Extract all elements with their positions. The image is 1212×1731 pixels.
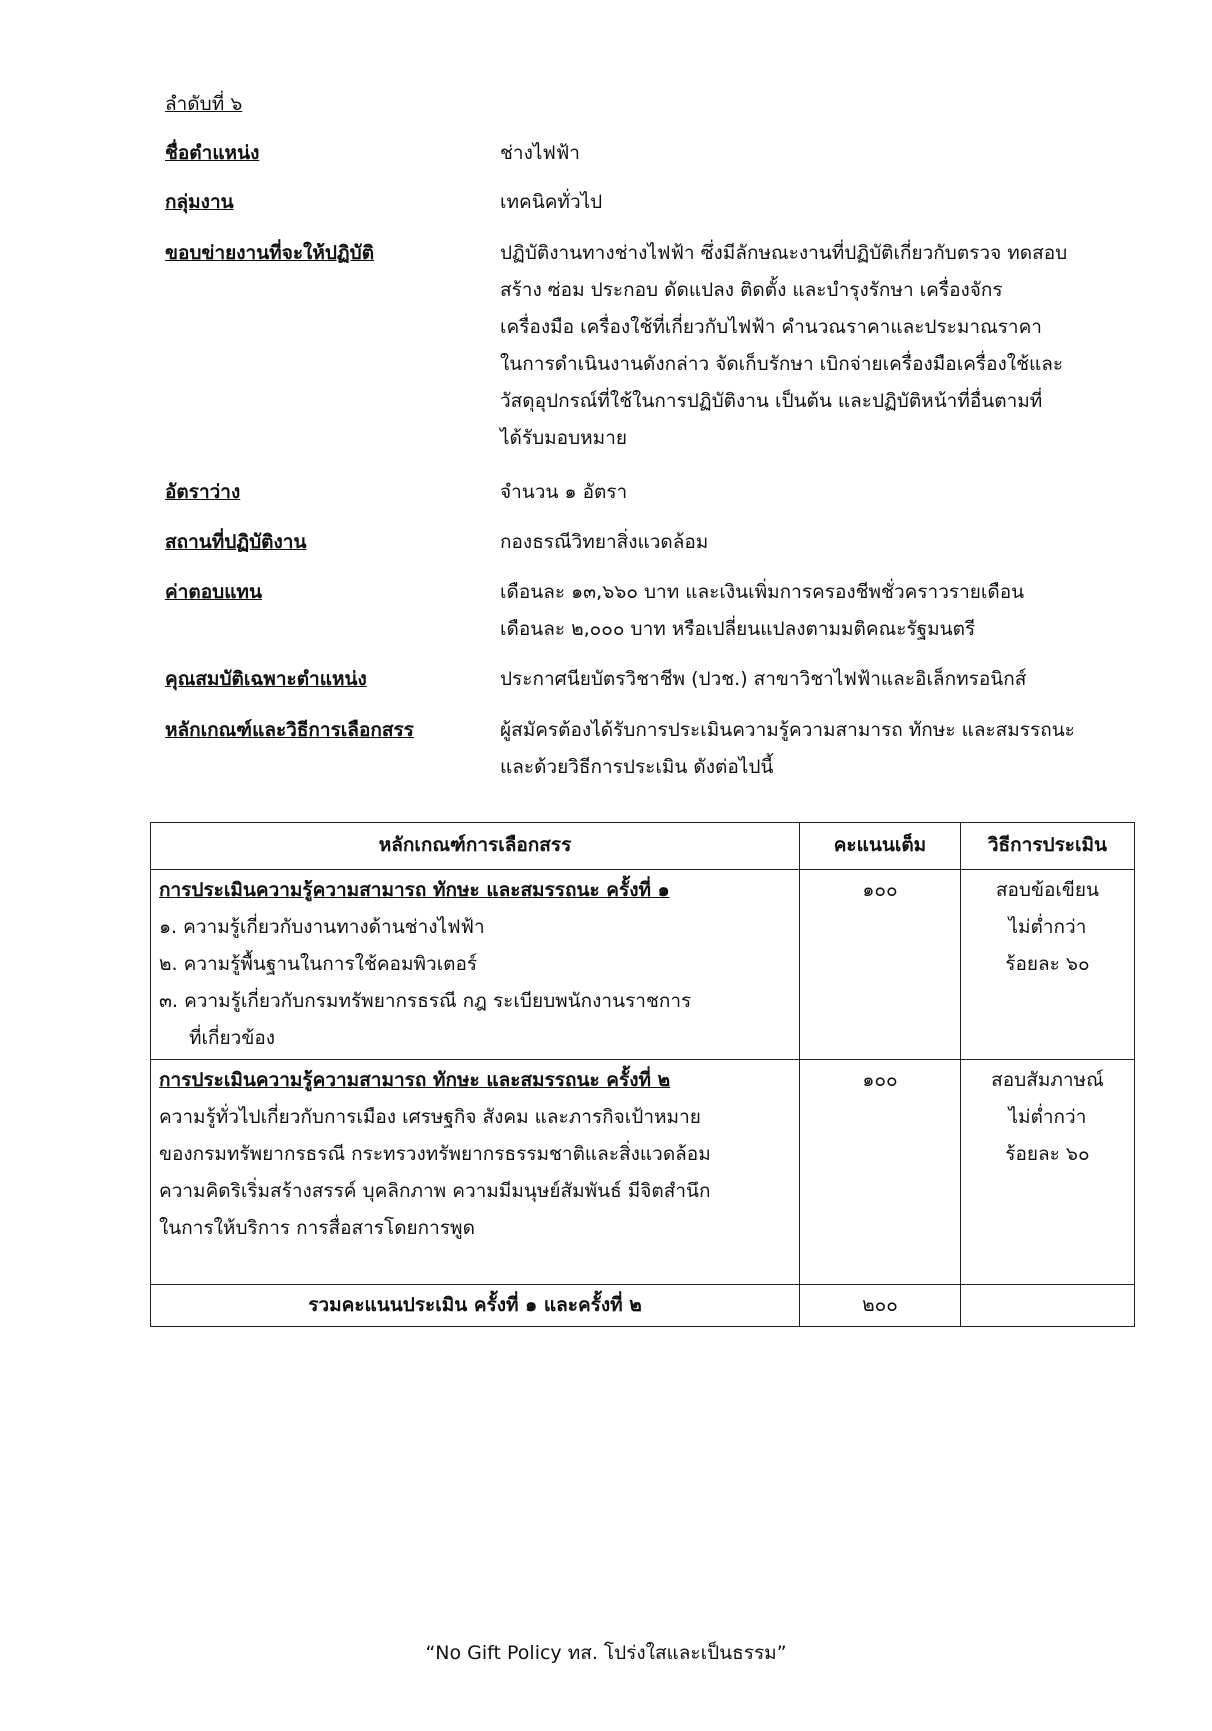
scope-line: เครื่องมือ เครื่องใช้ที่เกี่ยวกับไฟฟ้า คำนวณราคาและประมาณราคา (500, 316, 1042, 338)
scope-text (500, 235, 1212, 457)
method-line: ไม่ต่ำกว่า (1008, 1106, 1087, 1128)
scope-line: ปฏิบัติงานทางช่างไฟฟ้า ซึ่งมีลักษณะงานที่ปฏิบัติเกี่ยวกับตรวจ ทดสอบ (500, 242, 1068, 264)
workplace-value: กองธรณีวิทยาสิ่งแวดล้อม (500, 531, 709, 553)
group-value: เทคนิคทั่วไป (500, 191, 603, 213)
section1-method (960, 870, 1134, 1060)
scope-line: สร้าง ซ่อม ประกอบ ดัดแปลง ติดตั้ง และบำรุงรักษา เครื่องจักร (500, 279, 1003, 301)
table-row (151, 1060, 1135, 1285)
header-score: คะแนนเต็ม (800, 823, 961, 870)
header-method: วิธีการประเมิน (960, 823, 1134, 870)
section2-line: ความคิดริเริ่มสร้างสรรค์ บุคลิกภาพ ความมีมนุษย์สัมพันธ์ มีจิตสำนึก (159, 1180, 711, 1202)
method-line: ไม่ต่ำกว่า (1008, 916, 1087, 938)
method-line: ร้อยละ ๖๐ (1005, 1143, 1090, 1165)
position-value: ช่างไฟฟ้า (500, 142, 580, 164)
table-header-row (151, 823, 1135, 870)
pay-label: ค่าตอบแทน (165, 581, 262, 603)
section2-score: ๑๐๐ (800, 1060, 961, 1285)
section1-item-cont: ที่เกี่ยวข้อง (189, 1027, 276, 1049)
method-line: สอบข้อเขียน (995, 879, 1099, 901)
footer-slogan: “No Gift Policy ทส. โปร่งใสและเป็นธรรม” (425, 1642, 787, 1664)
criteria-label: หลักเกณฑ์และวิธีการเลือกสรร (165, 719, 414, 741)
method-line: สอบสัมภาษณ์ (991, 1069, 1104, 1091)
total-label: รวมคะแนนประเมิน ครั้งที่ ๑ และครั้งที่ ๒ (151, 1285, 800, 1327)
scope-line: ในการดำเนินงานดังกล่าว จัดเก็บรักษา เบิกจ่ายเครื่องมือเครื่องใช้และ (500, 353, 1064, 375)
total-score: ๒๐๐ (800, 1285, 961, 1327)
pay-line: เดือนละ ๒,๐๐๐ บาท หรือเปลี่ยนแปลงตามมติคณะรัฐมนตรี (500, 618, 976, 640)
vacancy-label: อัตราว่าง (165, 481, 241, 503)
position-label: ชื่อตำแหน่ง (165, 142, 260, 164)
section2-line: ความรู้ทั่วไปเกี่ยวกับการเมือง เศรษฐกิจ สังคม และภารกิจเป้าหมาย (159, 1106, 701, 1128)
section1-score: ๑๐๐ (800, 870, 961, 1060)
criteria-line: ผู้สมัครต้องได้รับการประเมินความรู้ความสามารถ ทักษะ และสมรรถนะ (500, 719, 1075, 741)
section1-item: ๒. ความรู้พื้นฐานในการใช้คอมพิวเตอร์ (159, 953, 478, 975)
method-line: ร้อยละ ๖๐ (1005, 953, 1090, 975)
section2-method (960, 1060, 1134, 1285)
group-label: กลุ่มงาน (165, 191, 234, 213)
scope-line: วัสดุอุปกรณ์ที่ใช้ในการปฏิบัติงาน เป็นต้น และปฏิบัติหน้าที่อื่นตามที่ (500, 390, 1043, 412)
section2-line: ในการให้บริการ การสื่อสารโดยการพูด (159, 1217, 475, 1239)
section1-cell (151, 870, 800, 1060)
criteria-table (150, 822, 1135, 1327)
scope-line: ได้รับมอบหมาย (500, 427, 628, 449)
total-row (151, 1285, 1135, 1327)
workplace-label: สถานที่ปฏิบัติงาน (165, 531, 307, 553)
section2-cell (151, 1060, 800, 1285)
header-criteria: หลักเกณฑ์การเลือกสรร (151, 823, 800, 870)
criteria-line: และด้วยวิธีการประเมิน ดังต่อไปนี้ (500, 756, 774, 778)
section2-line: ของกรมทรัพยากรธรณี กระทรวงทรัพยากรธรรมชาติและสิ่งแวดล้อม (159, 1143, 711, 1165)
section1-item: ๑. ความรู้เกี่ยวกับงานทางด้านช่างไฟฟ้า (159, 916, 485, 938)
scope-label: ขอบข่ายงานที่จะให้ปฏิบัติ (165, 242, 375, 264)
order-label: ลำดับที่ ๖ (165, 93, 243, 115)
table-row (151, 870, 1135, 1060)
qualification-label: คุณสมบัติเฉพาะตำแหน่ง (165, 668, 367, 690)
vacancy-value: จำนวน ๑ อัตรา (500, 481, 628, 503)
section2-title: การประเมินความรู้ความสามารถ ทักษะ และสมรรถนะ ครั้งที่ ๒ (159, 1069, 671, 1091)
section1-title: การประเมินความรู้ความสามารถ ทักษะ และสมรรถนะ ครั้งที่ ๑ (159, 879, 670, 901)
qualification-value: ประกาศนียบัตรวิชาชีพ (ปวช.) สาขาวิชาไฟฟ้าและอิเล็กทรอนิกส์ (500, 668, 1027, 690)
total-method (960, 1285, 1134, 1327)
pay-line: เดือนละ ๑๓,๖๖๐ บาท และเงินเพิ่มการครองชีพชั่วคราวรายเดือน (500, 581, 1025, 603)
section1-item: ๓. ความรู้เกี่ยวกับกรมทรัพยากรธรณี กฎ ระเบียบพนักงานราชการ (159, 990, 692, 1012)
